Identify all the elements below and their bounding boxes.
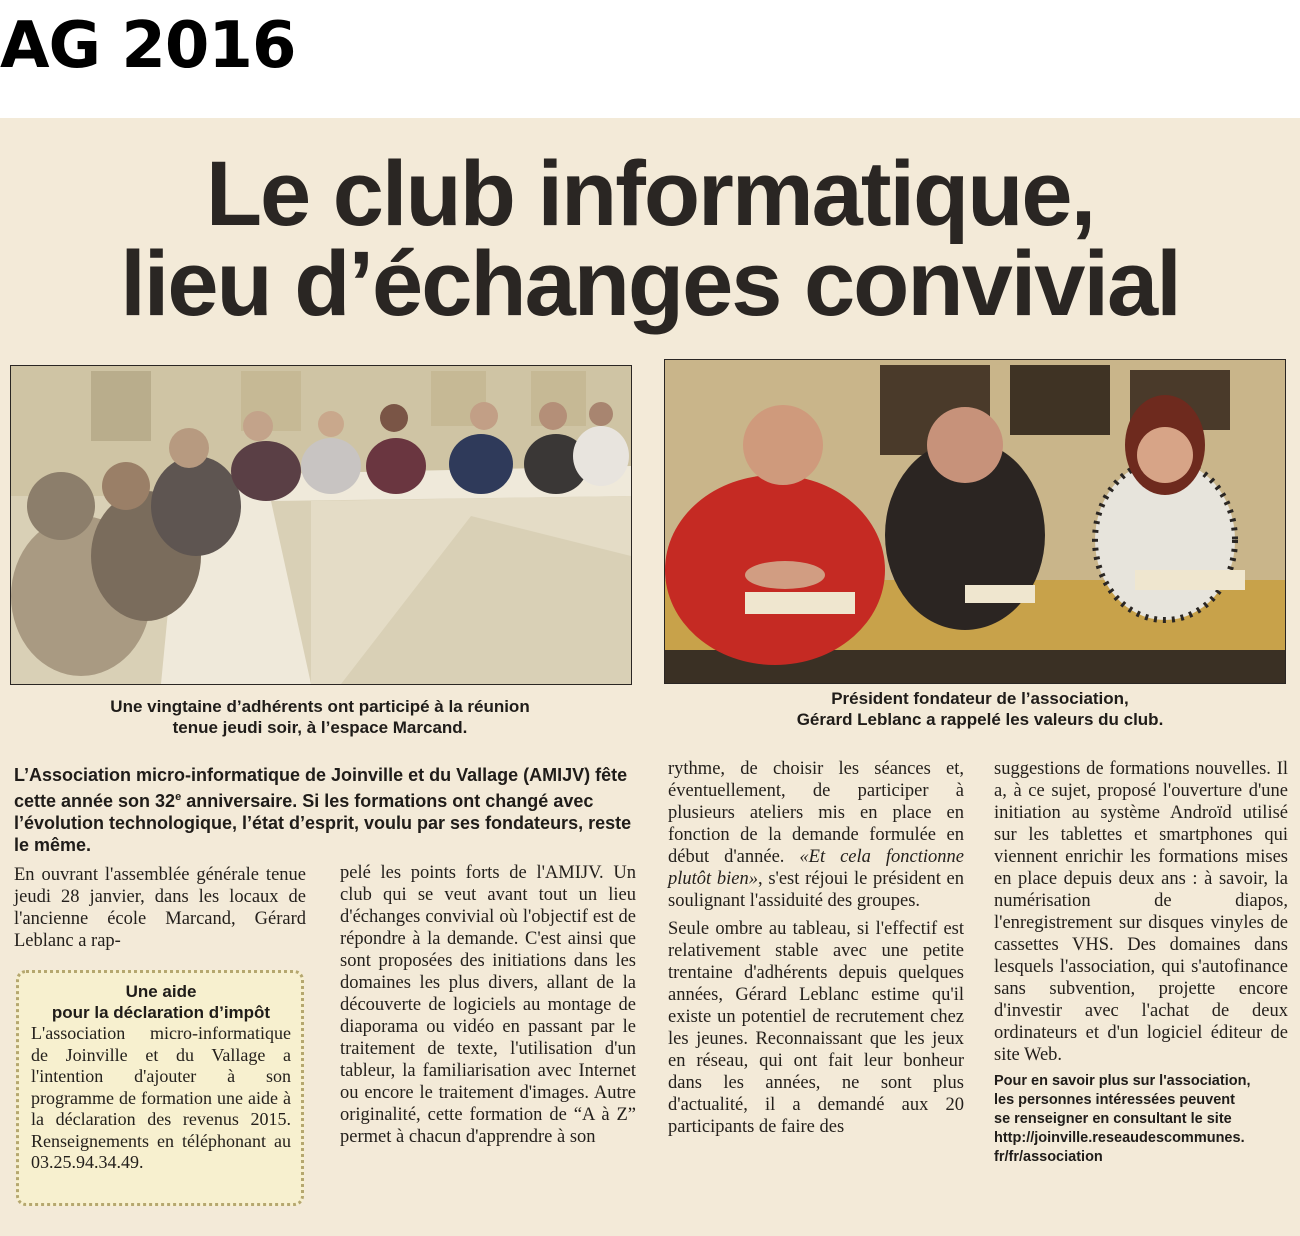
more-info: Pour en savoir plus sur l'association, les personnes intéressées peuvent se renseigner en consultant le site http://joinville.reseaudescommunes. fr/fr/association [994,1073,1251,1165]
headline-line-1: Le club informatique, [205,143,1095,245]
paragraph: En ouvrant l'assemblée générale tenue jeudi 28 janvier, dans les locaux de l'ancienne école Marcand, Gérard Leblanc a rap- [14,865,306,951]
caption-right: Président fondateur de l’association, Gérard Leblanc a rappelé les valeurs du club. [796,689,1164,729]
paragraph: rythme, de choisir les séances et, éventuellement, de participer à plusieurs ateliers mis en place en fonction de la demande formulée en début d'année. «Et cela fonctionne plutôt bien», s'est réjoui le président en soulignant l'assiduité des groupes. [668,759,964,911]
photo-president [664,359,1286,684]
article-lead: L’Association micro-informatique de Joinville et du Vallage (AMIJV) fête cette année son 32e anniversaire. Si les formations ont changé avec l’évolution technologique, l’état d’esprit, voulu par ses fondateurs, reste le même. [14,765,632,855]
document-tag: AG 2016 [0,9,296,83]
column-4 [994,758,1288,1167]
headline-line-2: lieu d’échanges convivial [120,233,1180,335]
sidebar-box-tax-help [16,970,304,1206]
paragraph: pelé les points forts de l'AMIJV. Un club qui se veut avant tout un lieu d'échanges convivial où l'objectif est de répondre à la demande. C'est ainsi que sont proposées des initiations dans les domaines les plus divers, allant de la découverte de logiciels au montage de diaporama ou vidéo en passant par le traitement de texte, l'utilisation d'un tableur, la familiarisation avec Internet ou encore le traitement d'images. Autre originalité, cette formation de “A à Z” permet à chacun d'apprendre à son [340,863,636,1147]
column-2 [340,862,636,1148]
caption-left: Une vingtaine d’adhérents ont participé à la réunion tenue jeudi soir, à l’espace Marcand. [110,697,530,737]
column-3 [668,758,964,1138]
box-title: Une aide pour la déclaration d’impôt [51,982,271,1022]
box-body: L'association micro-informatique de Joinville et du Vallage a l'intention d'ajouter à son programme de formation une aide à la déclaration des revenus 2015. Renseignements en téléphonant au 03.25.94.34.49. [31,1023,291,1172]
paragraph: Seule ombre au tableau, si l'effectif est relativement stable avec une petite trentaine d'adhérents depuis quelques années, Gérard Leblanc estime qu'il existe un potentiel de recrutement chez les jeunes. Reconnaissant que les jeux en réseau, qui ont fait leur bonheur dans les années, ne sont plus d'actualité, il a demandé aux 20 participants de faire des [668,919,964,1137]
column-1 [14,864,306,952]
newspaper-clipping [0,118,1300,1236]
photo-meeting-room [10,365,632,685]
paragraph: suggestions de formations nouvelles. Il a, à ce sujet, proposé l'ouverture d'une initiation au système Androïd utilisé sur les tablettes et smartphones qui viennent enrichir les formations mises en place depuis deux ans : à savoir, la numérisation de diapos, l'enregistrement sur disques vinyles de cassettes VHS. Des domaines dans lesquels l'association, qui s'autofinance sans subvention, projette encore d'investir avec l'achat de deux ordinateurs et d'un logiciel éditeur de site Web. [994,759,1288,1065]
